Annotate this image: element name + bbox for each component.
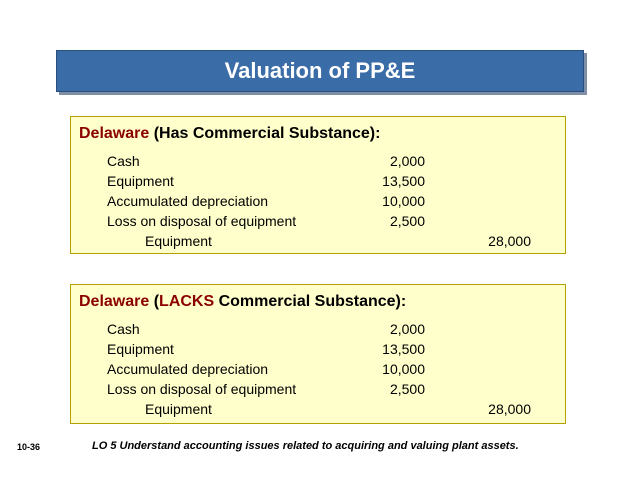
account-name: Accumulated depreciation bbox=[107, 361, 269, 377]
debit-amount: 13,500 bbox=[382, 173, 425, 189]
entry-company-name: Delaware bbox=[79, 293, 150, 310]
slide-title-bar bbox=[56, 50, 584, 92]
slide-number: 10-36 bbox=[17, 442, 41, 452]
entry-heading-text: ( bbox=[149, 293, 160, 310]
debit-amount: 13,500 bbox=[382, 341, 425, 357]
journal-entry-lacks-commercial-substance bbox=[70, 284, 566, 424]
account-name: Cash bbox=[107, 321, 140, 337]
journal-line-credit bbox=[71, 401, 565, 421]
entry-heading-text-end: Commercial Substance): bbox=[214, 293, 407, 310]
journal-line bbox=[71, 173, 565, 193]
credit-amount: 28,000 bbox=[488, 401, 531, 417]
journal-line bbox=[71, 381, 565, 401]
journal-line bbox=[71, 361, 565, 381]
account-name: Equipment bbox=[145, 233, 212, 249]
debit-amount: 2,500 bbox=[389, 381, 425, 397]
entry-company-name: Delaware bbox=[79, 125, 150, 142]
journal-line bbox=[71, 193, 565, 213]
account-name: Equipment bbox=[107, 341, 174, 357]
journal-line bbox=[71, 341, 565, 361]
debit-amount: 10,000 bbox=[382, 193, 425, 209]
journal-line bbox=[71, 213, 565, 233]
account-name: Cash bbox=[107, 153, 140, 169]
learning-objective: LO 5 Understand accounting issues related to acquiring and valuing plant assets. bbox=[92, 440, 519, 452]
entry-heading-emphasis: LACKS bbox=[159, 293, 215, 310]
credit-amount: 28,000 bbox=[488, 233, 531, 249]
debit-amount: 2,000 bbox=[389, 321, 425, 337]
entry-heading-text: (Has Commercial Substance): bbox=[149, 125, 381, 142]
debit-amount: 2,000 bbox=[389, 153, 425, 169]
account-name: Accumulated depreciation bbox=[107, 193, 269, 209]
entry-heading bbox=[79, 125, 380, 143]
account-name: Equipment bbox=[145, 401, 212, 417]
debit-amount: 2,500 bbox=[389, 213, 425, 229]
journal-entry-has-commercial-substance bbox=[70, 116, 566, 254]
account-name: Loss on disposal of equipment bbox=[107, 213, 297, 229]
slide-title: Valuation of PP&E bbox=[224, 58, 416, 83]
journal-line bbox=[71, 321, 565, 341]
journal-line-credit bbox=[71, 233, 565, 253]
journal-line bbox=[71, 153, 565, 173]
account-name: Equipment bbox=[107, 173, 174, 189]
entry-heading bbox=[79, 293, 406, 311]
account-name: Loss on disposal of equipment bbox=[107, 381, 297, 397]
debit-amount: 10,000 bbox=[382, 361, 425, 377]
